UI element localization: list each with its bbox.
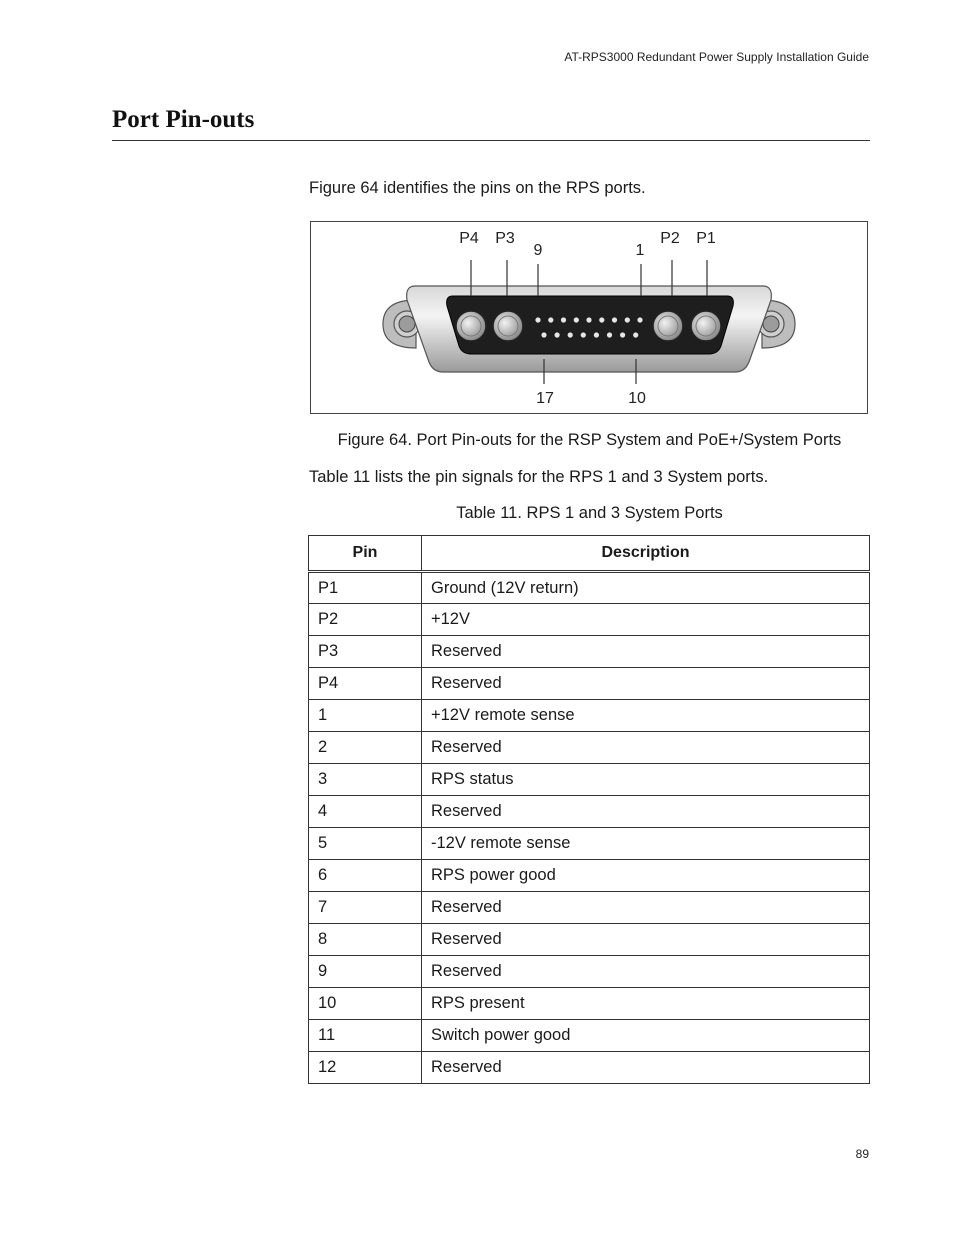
label-pin-9: 9 [533, 242, 543, 259]
column-header-description: Description [422, 536, 870, 572]
cell-pin: P4 [309, 668, 422, 700]
signal-pin-dot [599, 317, 604, 322]
table-row [309, 796, 870, 828]
cell-pin: 8 [309, 924, 422, 956]
table-row [309, 700, 870, 732]
cell-description: Reserved [422, 668, 870, 700]
cell-pin: 9 [309, 956, 422, 988]
signal-pin-dot [574, 317, 579, 322]
cell-description: -12V remote sense [422, 828, 870, 860]
cell-pin: P3 [309, 636, 422, 668]
label-pin-10: 10 [628, 390, 646, 407]
cell-pin: 10 [309, 988, 422, 1020]
signal-pin-dot [612, 317, 617, 322]
cell-pin: 7 [309, 892, 422, 924]
cell-description: Reserved [422, 732, 870, 764]
table-row [309, 764, 870, 796]
signal-pin-dot [561, 317, 566, 322]
pin-signal-table [308, 535, 870, 1084]
cell-pin: 1 [309, 700, 422, 732]
cell-description: Ground (12V return) [422, 572, 870, 604]
cell-description: Reserved [422, 956, 870, 988]
column-header-pin: Pin [309, 536, 422, 572]
cell-pin: 5 [309, 828, 422, 860]
power-pin-p1 [691, 311, 721, 341]
signal-pin-dot [633, 332, 638, 337]
signal-pin-dot [620, 332, 625, 337]
power-pin-p4 [456, 311, 486, 341]
cell-description: Reserved [422, 636, 870, 668]
cell-description: +12V remote sense [422, 700, 870, 732]
label-pin-1: 1 [635, 242, 645, 259]
signal-pin-dot [581, 332, 586, 337]
table-row [309, 892, 870, 924]
cell-description: Reserved [422, 924, 870, 956]
table-row [309, 828, 870, 860]
label-p1: P1 [696, 230, 716, 247]
cell-description: Reserved [422, 796, 870, 828]
table-row [309, 1020, 870, 1052]
running-header: AT-RPS3000 Redundant Power Supply Installation Guide [564, 50, 869, 64]
signal-pin-dot [594, 332, 599, 337]
cell-description: RPS power good [422, 860, 870, 892]
signal-pin-dot [586, 317, 591, 322]
cell-pin: 4 [309, 796, 422, 828]
cell-description: Reserved [422, 1052, 870, 1084]
label-p4: P4 [459, 230, 479, 247]
cell-description: +12V [422, 604, 870, 636]
power-pin-p3 [493, 311, 523, 341]
signal-pin-dot [625, 317, 630, 322]
power-pin-p2 [653, 311, 683, 341]
table-intro-paragraph: Table 11 lists the pin signals for the RPS 1 and 3 System ports. [309, 468, 769, 486]
cell-pin: 6 [309, 860, 422, 892]
cell-pin: 11 [309, 1020, 422, 1052]
signal-pin-dot [535, 317, 540, 322]
label-p2: P2 [660, 230, 680, 247]
cell-pin: P2 [309, 604, 422, 636]
table-row [309, 988, 870, 1020]
connector-figure [310, 221, 868, 414]
page-number: 89 [855, 1147, 869, 1161]
table-row [309, 636, 870, 668]
table-row [309, 732, 870, 764]
signal-pin-dot [548, 317, 553, 322]
intro-paragraph: Figure 64 identifies the pins on the RPS ports. [309, 179, 646, 197]
connector-diagram [311, 222, 869, 415]
cell-pin: P1 [309, 572, 422, 604]
cell-description: RPS present [422, 988, 870, 1020]
signal-pin-dot [555, 332, 560, 337]
table-row [309, 924, 870, 956]
cell-description: Reserved [422, 892, 870, 924]
signal-pin-dot [607, 332, 612, 337]
table-row [309, 956, 870, 988]
signal-pin-dot [541, 332, 546, 337]
cell-pin: 3 [309, 764, 422, 796]
signal-pin-dot [637, 317, 642, 322]
table-header-row [309, 536, 870, 572]
table-row [309, 1052, 870, 1084]
table-row [309, 668, 870, 700]
figure-caption: Figure 64. Port Pin-outs for the RSP System and PoE+/System Ports [337, 431, 842, 449]
signal-pin-dot [568, 332, 573, 337]
table-row [309, 860, 870, 892]
cell-pin: 12 [309, 1052, 422, 1084]
cell-description: Switch power good [422, 1020, 870, 1052]
title-rule [112, 140, 870, 141]
table-caption: Table 11. RPS 1 and 3 System Ports [456, 504, 723, 522]
cell-description: RPS status [422, 764, 870, 796]
label-pin-17: 17 [536, 390, 554, 407]
table-row [309, 604, 870, 636]
section-title: Port Pin-outs [112, 106, 255, 133]
label-p3: P3 [495, 230, 515, 247]
cell-pin: 2 [309, 732, 422, 764]
table-row [309, 572, 870, 604]
